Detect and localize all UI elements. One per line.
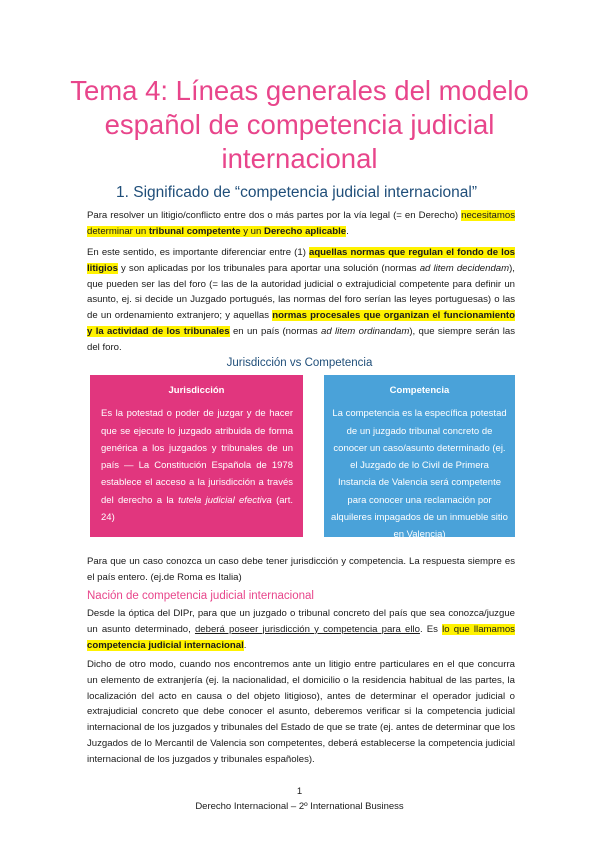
document-title: [60, 74, 539, 176]
p1-highlight-1: necesitamos determinar un: [87, 210, 515, 237]
p4-text-1: Desde la óptica del DIPr, para que un juzgado o tribunal concreto del país que sea conozca/juzgue un asunto determinado,: [87, 608, 515, 635]
p2-text-5: ), que siempre serán las del foro.: [87, 325, 515, 353]
title-line-2: español de competencia judicial: [104, 109, 495, 140]
jurisdiccion-text: Es la potestad o poder de juzgar y de hacer que se ejecute lo juzgado atribuida de forma genérica a los juzgados y tribunales de un país — La Constitución Española de 1978 establece el acceso a la jurisdicción a través del derecho a la: [101, 408, 293, 506]
title-line-3: internacional: [221, 143, 378, 174]
p1-text-end: .: [346, 225, 349, 237]
competencia-body: La competencia es la específica potestad de un juzgado tribunal concreto de conocer un caso/asunto determinado (ej. el Juzgado de lo Civil de Primera Instancia de Valencia será competente para conocer una reclamación por alquileres impagados de un inmueble sitio en Valencia): [331, 408, 508, 541]
p2-highlight-procesales: normas procesales que organizan el funcionamiento y la actividad de los tribunales: [87, 310, 515, 337]
page-footer: Derecho Internacional – 2º International Business: [195, 801, 404, 812]
p2-text-3: ), que pueden ser las del foro (= las de la autoridad judicial o extrajudicial competente para definir un asunto, ej. si decide un Juzgado portugués, las normas del foro serían las leyes portuguesas) o las de un ordenamiento extranjero; y aquellas: [87, 262, 515, 322]
p2-text-2: y son aplicadas por los tribunales para aportar una solución (normas: [117, 262, 420, 274]
p1-bold-derecho: Derecho aplicable: [264, 225, 347, 237]
comparison-heading: Jurisdicción vs Competencia: [226, 357, 373, 369]
jurisdiccion-italic: tutela judicial efectiva: [178, 494, 272, 506]
p1-text-1: Para resolver un litigio/conflicto entre dos o más partes por la vía legal (= en Derecho): [87, 210, 462, 221]
p2-italic-1: ad litem decidendam: [419, 262, 510, 274]
p4-highlight-bold: competencia judicial internacional: [87, 639, 244, 651]
p1-highlight-2: y un: [240, 225, 265, 237]
p2-highlight-fondo: aquellas normas que regulan el fondo de los litigios: [87, 247, 516, 274]
paragraph-5: Dicho de otro modo, cuando nos encontremos ante un litigio entre particulares en el que concurra un elemento de extranjería (ej. la nacionalidad, el domicilio o la residencia habitual de las partes, la localización del acto en causa o del objeto litigioso), antes de determinar el operador judicial o extrajudicial concreto que debe conocer el asunto, deberemos verificar si la competencia judicial internacional de los juzgados y tribunales del Estado de que se trate (ej. antes de determinar que los Juzgados de lo Mercantil de Valencia son competentes, deberá establecerse la competencia judicial internacional de los juzgados y tribunales españoles).: [87, 659, 515, 765]
p2-text-1: En este sentido, es importante diferenciar entre (1): [87, 247, 309, 258]
paragraph-2: [87, 245, 515, 356]
section-2-heading: Nación de competencia judicial internacional: [87, 590, 314, 602]
p4-underline: deberá poseer jurisdicción y competencia para ello: [194, 623, 420, 635]
page-number: 1: [296, 786, 303, 797]
p2-italic-2: ad litem ordinandam: [321, 325, 410, 337]
paragraph-1: [87, 208, 515, 240]
paragraph-4: [87, 606, 515, 653]
p4-highlight-1: lo que llamamos: [442, 623, 515, 635]
competencia-box: [324, 375, 515, 541]
p4-text-2: . Es: [419, 623, 443, 635]
jurisdiccion-box: [90, 375, 303, 537]
jurisdiccion-title: Jurisdicción: [168, 385, 225, 396]
jurisdiccion-text-end: (art. 24): [101, 494, 293, 524]
title-line-1: Tema 4: Líneas generales del modelo: [70, 75, 529, 106]
p2-text-4: en un país (normas: [229, 325, 322, 337]
section-1-heading: 1. Significado de “competencia judicial internacional”: [116, 184, 478, 201]
paragraph-3: Para que un caso conozca un caso debe tener jurisdicción y competencia. La respuesta siempre es el país entero. (ej.de Roma es Italia): [87, 556, 515, 583]
jurisdiccion-body: [90, 405, 303, 526]
competencia-title: Competencia: [389, 385, 450, 396]
p1-bold-tribunal: tribunal competente: [148, 225, 241, 237]
p4-text-end: .: [243, 639, 247, 651]
